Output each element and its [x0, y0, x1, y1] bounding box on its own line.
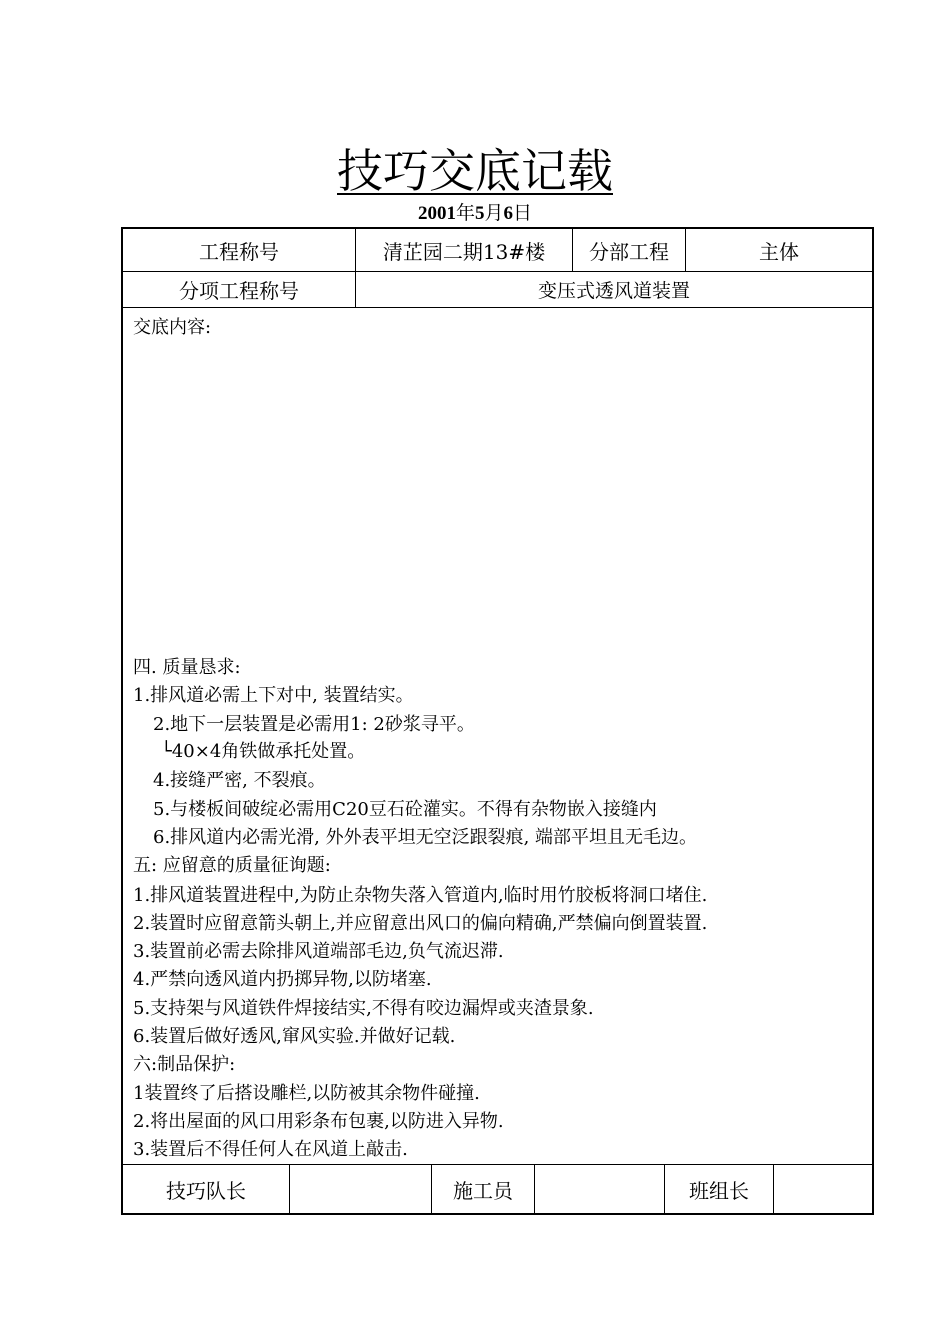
subitem-label: 分项工程称号: [123, 271, 356, 307]
division-label: 分部工程: [573, 229, 686, 271]
content-line: 1.排风道必需上下对中, 装置结实。: [133, 685, 414, 706]
leader-value[interactable]: [290, 1165, 432, 1213]
content-line: 4.接缝严密, 不裂痕。: [153, 770, 326, 791]
project-row: [123, 229, 872, 272]
document-title: 技巧交底记载: [337, 144, 613, 198]
document-date: 2001年5月6日: [417, 202, 533, 224]
leader-label: 技巧队长: [123, 1165, 290, 1213]
content-line: 五: 应留意的质量征询题:: [133, 855, 331, 876]
disclosure-content: [123, 307, 872, 1165]
team-value[interactable]: [774, 1165, 872, 1213]
content-line: 四. 质量恳求:: [133, 657, 241, 678]
content-line: 3.装置前必需去除排风道端部毛边,负气流迟滞.: [133, 941, 504, 962]
content-line: 2.将出屋面的风口用彩条布包裹,以防进入异物.: [133, 1111, 504, 1132]
content-line: └40×4角铁做承托处置。: [161, 741, 366, 762]
content-line: 6.装置后做好透风,窜风实验.并做好记载.: [133, 1026, 456, 1047]
project-value: 清芷园二期13#楼: [356, 229, 573, 271]
content-heading: 交底内容:: [133, 317, 212, 338]
content-line: 3.装置后不得任何人在风道上敲击.: [133, 1139, 408, 1160]
content-line: 六:制品保护:: [133, 1054, 236, 1075]
division-value: 主体: [759, 239, 799, 264]
subitem-value: 变压式透风道装置: [537, 279, 690, 302]
record-table: [121, 227, 874, 1215]
content-line: 1.排风道装置进程中,为防止杂物失落入管道内,临时用竹胶板将洞口堵住.: [133, 885, 708, 906]
content-line: 6.排风道内必需光滑, 外外表平坦无空泛跟裂痕, 端部平坦且无毛边。: [153, 827, 698, 848]
subitem-row: [123, 271, 872, 308]
content-line: 2.装置时应留意箭头朝上,并应留意出风口的偏向精确,严禁偏向倒置装置.: [133, 913, 708, 934]
content-line: 4.严禁向透风道内扔掷异物,以防堵塞.: [133, 969, 432, 990]
content-line: 5.支持架与风道铁件焊接结实,不得有咬边漏焊或夹渣景象.: [133, 998, 594, 1019]
worker-value[interactable]: [535, 1165, 665, 1213]
signature-row: [123, 1164, 872, 1213]
content-line: 2.地下一层装置是必需用1: 2砂浆寻平。: [153, 714, 475, 735]
team-label: 班组长: [665, 1165, 774, 1213]
content-line: 1装置终了后搭设雕栏,以防被其余物件碰撞.: [133, 1083, 480, 1104]
project-label: 工程称号: [123, 229, 356, 271]
worker-label: 施工员: [432, 1165, 535, 1213]
content-line: 5.与楼板间破绽必需用C20豆石砼灌实。不得有杂物嵌入接缝内: [153, 799, 657, 820]
